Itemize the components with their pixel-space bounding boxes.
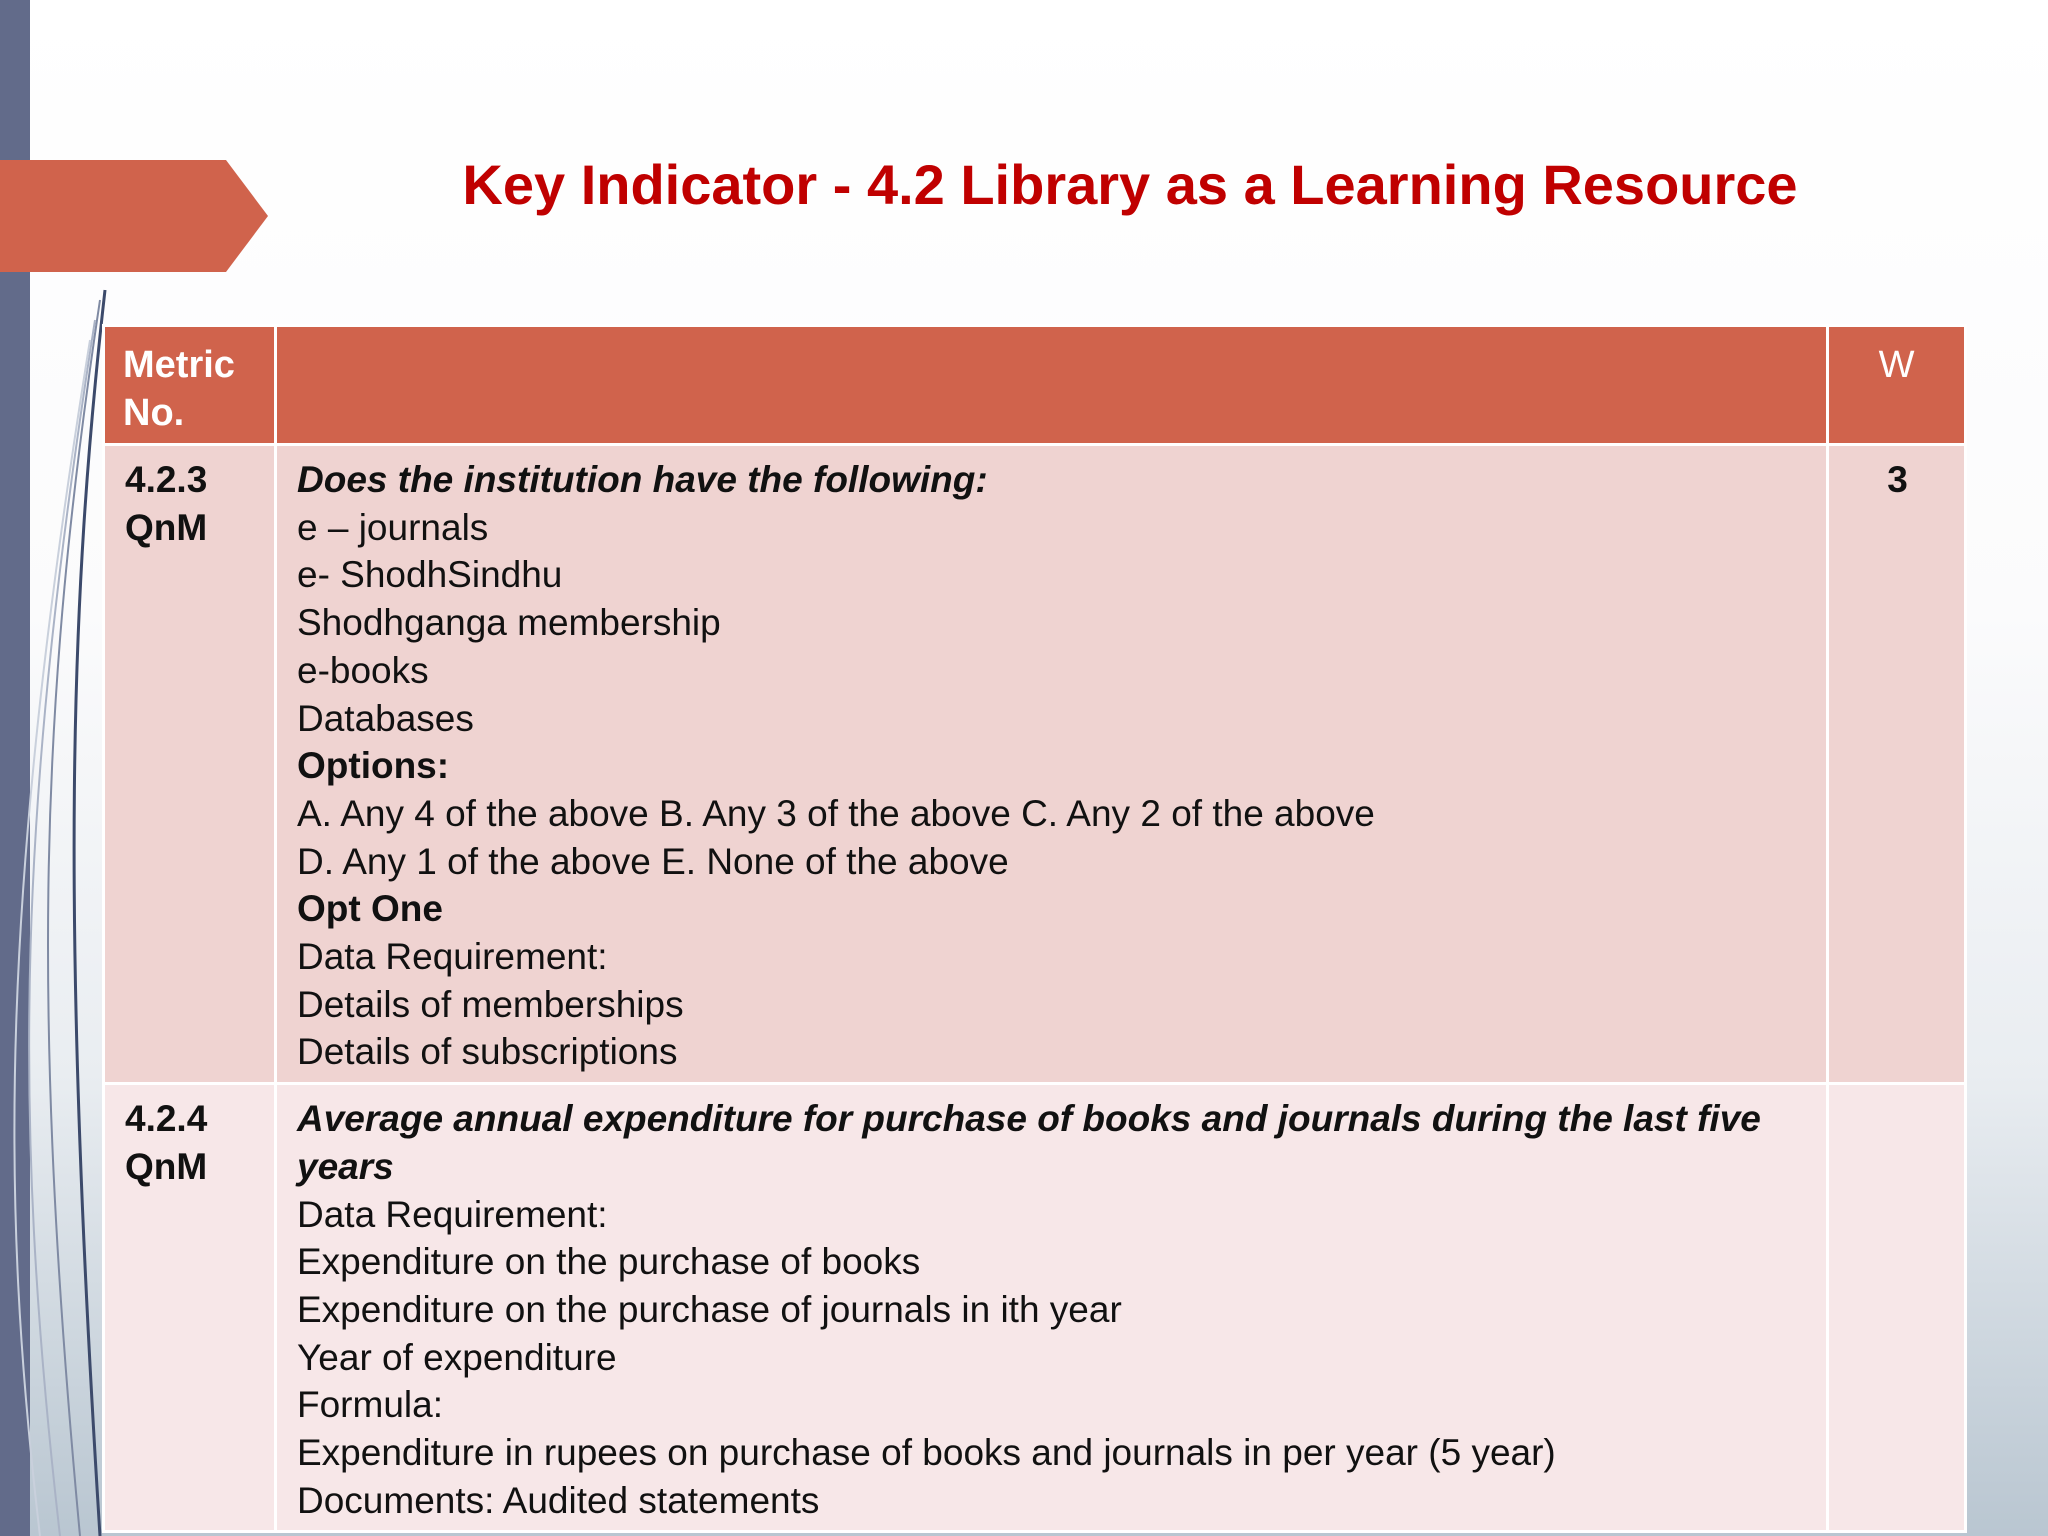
data-requirement-item: Expenditure on the purchase of journals in ith year bbox=[297, 1288, 1122, 1330]
list-item: e- ShodhSindhu bbox=[297, 554, 563, 596]
metric-question: Does the institution have the following: bbox=[297, 459, 988, 500]
metric-number-cell bbox=[104, 1084, 276, 1532]
data-requirement-item: Details of memberships bbox=[297, 983, 684, 1025]
metric-description-cell bbox=[276, 1084, 1828, 1532]
formula-label: Formula: bbox=[297, 1384, 443, 1426]
formula-text: Expenditure in rupees on purchase of books and journals in per year (5 year) bbox=[297, 1432, 1556, 1474]
table-header-row bbox=[104, 326, 1966, 445]
metric-weight: 3 bbox=[1828, 445, 1966, 1084]
slide-title: Key Indicator - 4.2 Library as a Learning Resource bbox=[462, 153, 1798, 216]
list-item: e – journals bbox=[297, 506, 489, 548]
title-arrow-tab bbox=[0, 160, 268, 272]
options-label: Options: bbox=[297, 745, 450, 787]
metric-question: Average annual expenditure for purchase of books and journals during the last five years bbox=[297, 1098, 1761, 1187]
data-requirement-label: Data Requirement: bbox=[297, 1193, 608, 1235]
documents-text: Documents: Audited statements bbox=[297, 1479, 820, 1521]
data-requirement-label: Data Requirement: bbox=[297, 936, 608, 978]
list-item: e-books bbox=[297, 649, 429, 691]
metrics-table bbox=[102, 324, 1967, 1533]
metric-type: QnM bbox=[125, 1145, 208, 1187]
header-description bbox=[276, 326, 1828, 445]
table-row bbox=[104, 1084, 1966, 1532]
data-requirement-item: Expenditure on the purchase of books bbox=[297, 1241, 921, 1283]
options-line: A. Any 4 of the above B. Any 3 of the above C. Any 2 of the above bbox=[297, 792, 1375, 834]
metric-number: 4.2.4 bbox=[125, 1098, 208, 1140]
options-line: D. Any 1 of the above E. None of the above bbox=[297, 840, 1009, 882]
selected-option-label: Opt One bbox=[297, 888, 443, 930]
metric-number-cell bbox=[104, 445, 276, 1084]
header-metric-no: Metric No. bbox=[104, 326, 276, 445]
data-requirement-item: Year of expenditure bbox=[297, 1336, 617, 1378]
metric-number: 4.2.3 bbox=[125, 459, 208, 500]
metric-type: QnM bbox=[125, 506, 208, 548]
table-row bbox=[104, 445, 1966, 1084]
list-item: Databases bbox=[297, 697, 474, 739]
data-requirement-item: Details of subscriptions bbox=[297, 1031, 678, 1073]
metric-description-cell bbox=[276, 445, 1828, 1084]
list-item: Shodhganga membership bbox=[297, 602, 721, 644]
header-weight: W bbox=[1828, 326, 1966, 445]
metric-weight bbox=[1828, 1084, 1966, 1532]
